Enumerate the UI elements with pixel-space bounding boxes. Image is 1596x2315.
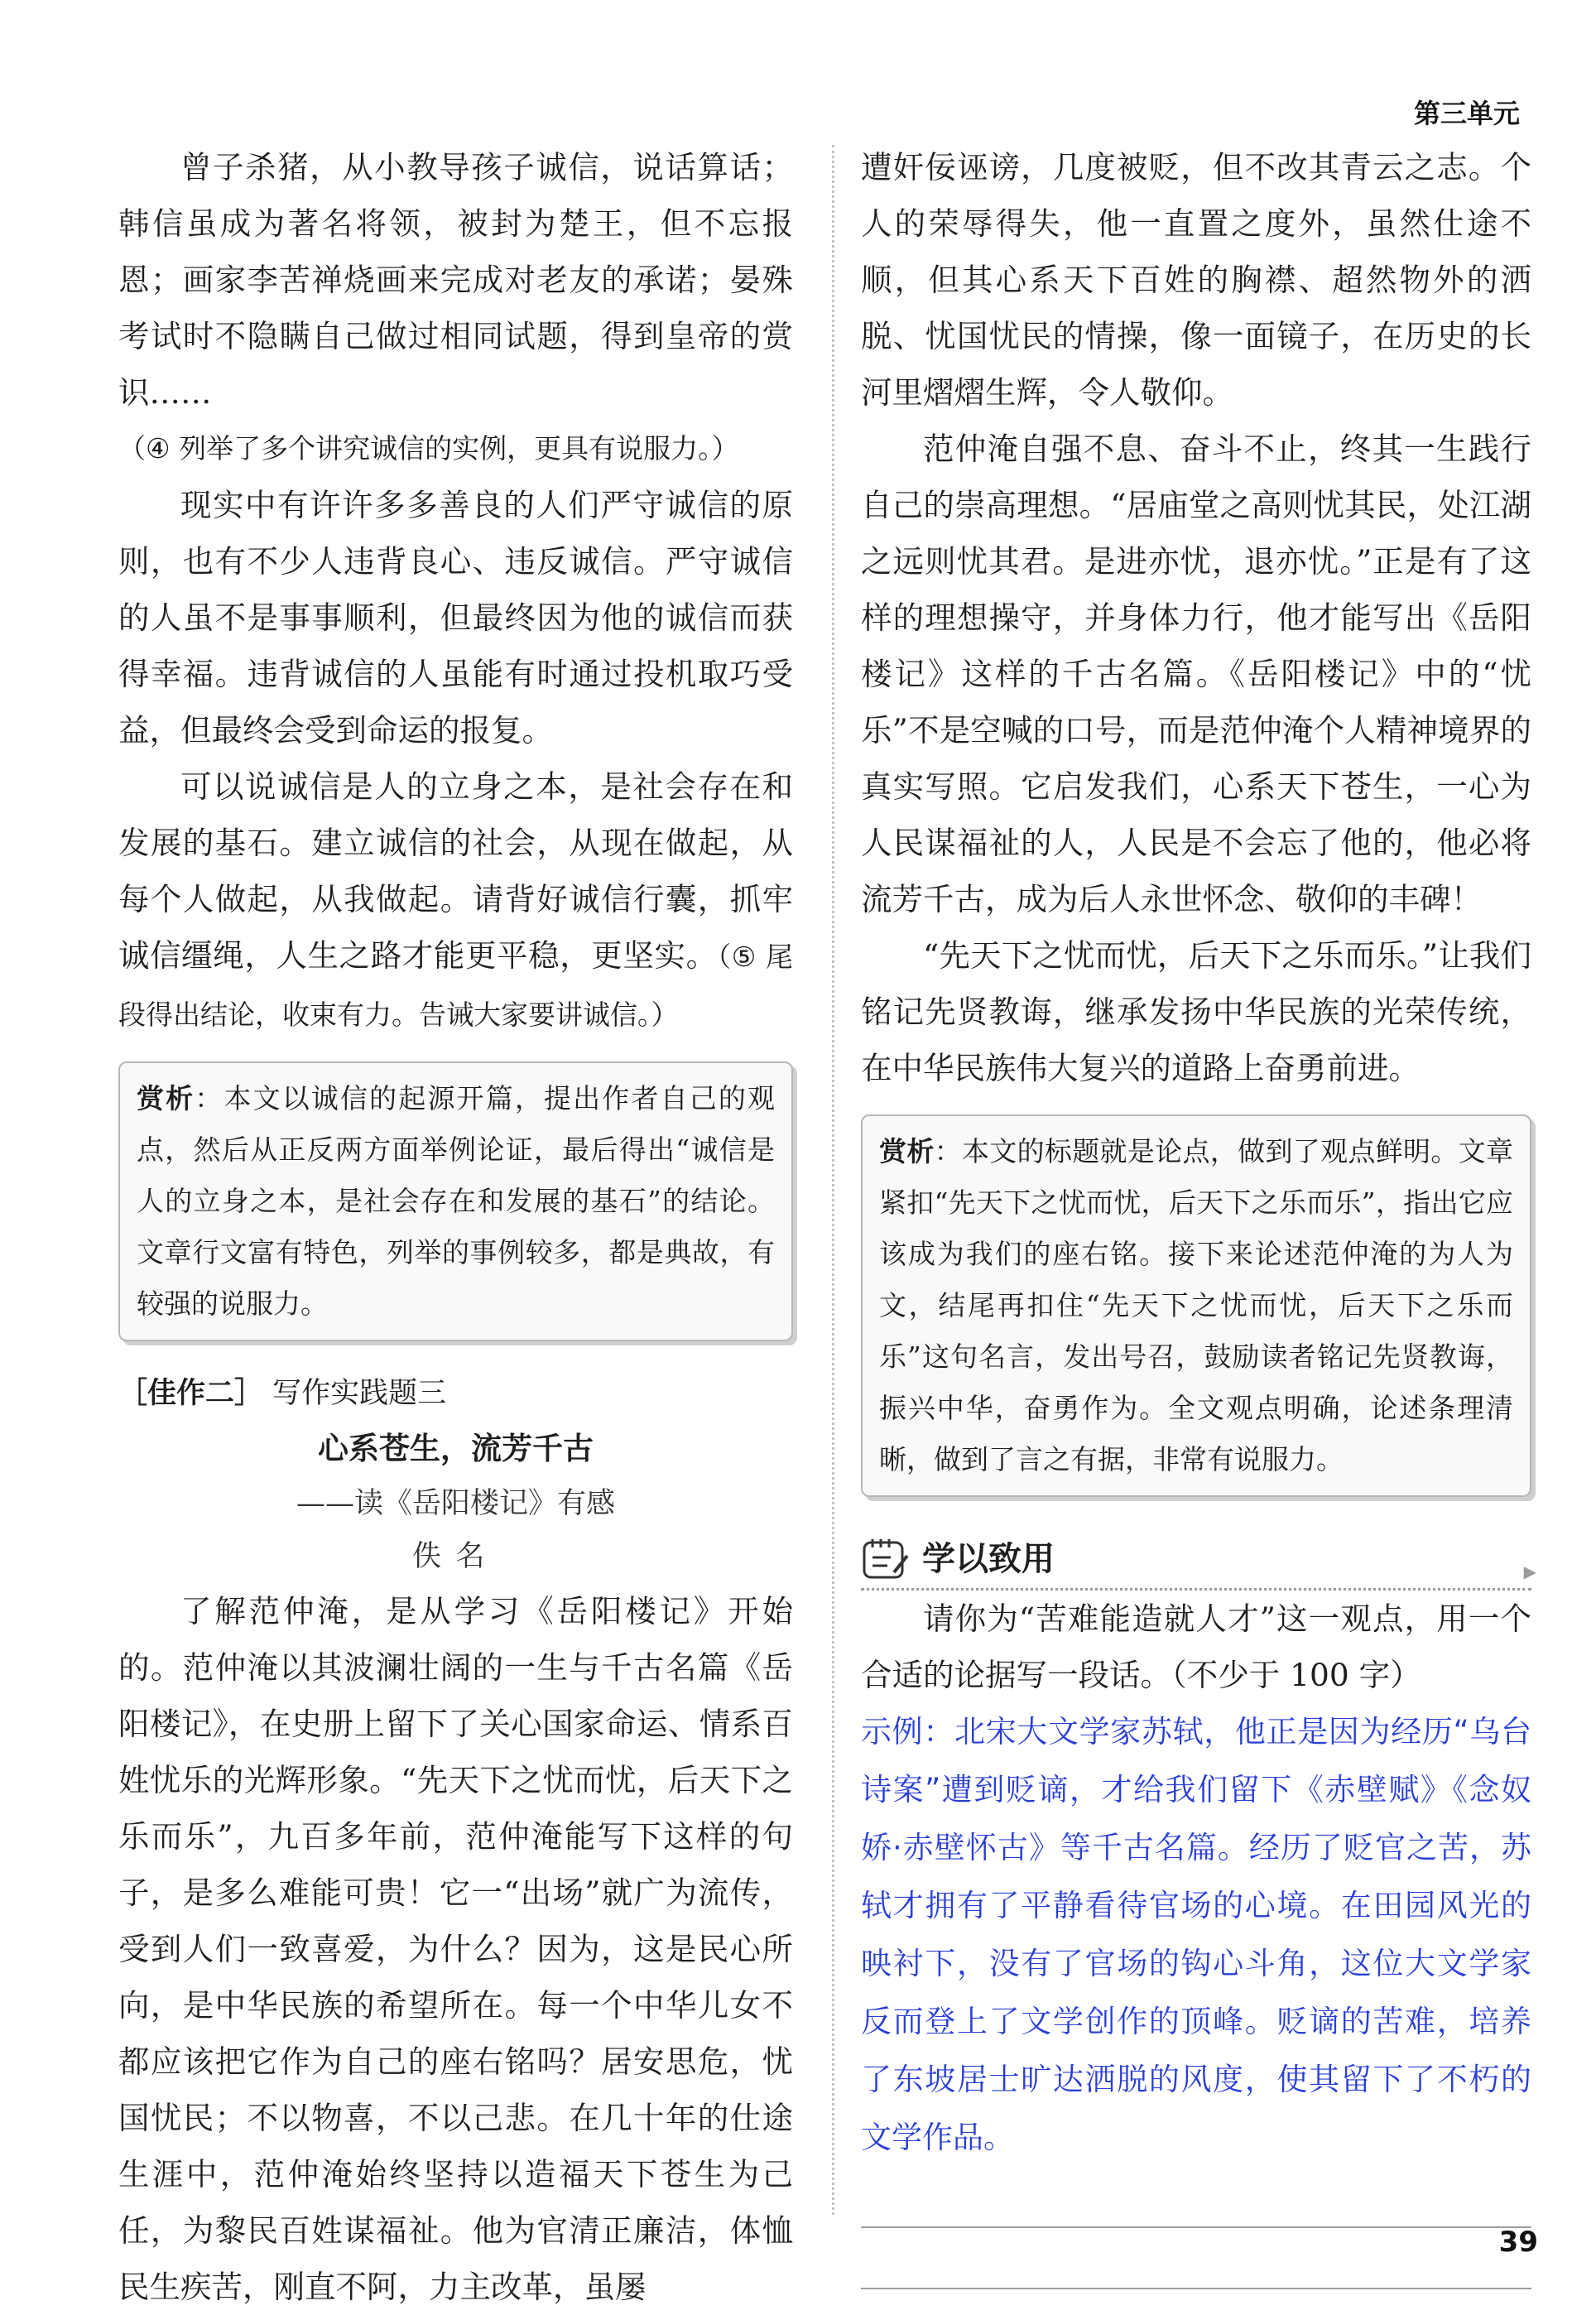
essay2-paragraph: 了解范仲淹，是从学习《岳阳楼记》开始的。范仲淹以其波澜壮阔的一生与千古名篇《岳阳楼记》，在史册上留下了关心国家命运、情系百姓忧乐的光辉形象。“先天下之忧而忧，后天下之乐而乐”，九百多年前，范仲淹能写下这样的句子，是多么难能可贵！它一“出场”就广为流传，受到人们一致喜爱，为什么？因为，这是民心所向，是中华民族的希望所在。每一个中华儿女不都应该把它作为自己的座右铭吗？居安思危，忧国忧民；不以物喜，不以己悲。在几十年的仕途生涯中，范仲淹始终坚持以造福天下苍生为己任，为黎民百姓谋福祉。他为官清正廉洁，体恤民生疾苦，刚直不阿，力主改革，虽屡: [118, 1593, 793, 2305]
right-column: [861, 139, 1536, 2289]
essay2-paragraph: “先天下之忧而忧，后天下之乐而乐。”让我们铭记先贤教诲，继承发扬中华民族的光荣传统，在中华民族伟大复兴的道路上奋勇前进。: [861, 937, 1531, 1086]
essay2-paragraph: 范仲淹自强不息、奋斗不止，终其一生践行自己的崇高理想。“居庙堂之高则忧其民，处江湖之远则忧其君。是进亦忧，退亦忧。”正是有了这样的理想操守，并身体力行，他才能写出《岳阳楼记》这样的千古名篇。《岳阳楼记》中的“忧乐”不是空喊的口号，而是范仲淹个人精神境界的真实写照。它启发我们，心系天下苍生，一心为人民谋福祉的人，人民是不会忘了他的，他必将流芳千古，成为后人永世怀念、敬仰的丰碑！: [861, 431, 1531, 917]
practice-heading: [861, 1530, 1536, 1591]
section-heading: [118, 1366, 793, 1421]
appreciation-tag: 赏析: [137, 1082, 195, 1114]
section-title: 写作实践题三: [272, 1377, 447, 1410]
essay-subtitle: ——读《岳阳楼记》有感: [296, 1487, 615, 1520]
answer-area: [861, 1703, 1531, 2289]
section-label: ［佳作二］: [118, 1377, 264, 1410]
unit-label: 第三单元: [1413, 98, 1520, 129]
margin-note: （④ 列举了多个讲究诚信的实例，更具有说服力。）: [118, 432, 739, 464]
margin-note: （⑤ 尾段得出结论，收束有力。告诫大家要讲诚信。）: [118, 941, 794, 1031]
notebook-icon: [861, 1536, 912, 1582]
appreciation-tag: 赏析: [879, 1135, 935, 1167]
essay-author: 佚名: [411, 1540, 499, 1573]
answer-line: [861, 2228, 1531, 2289]
appreciation-text: ：本文的标题就是论点，做到了观点鲜明。文章紧扣“先天下之忧而忧，后天下之乐而乐”，指出它应该成为我们的座右铭。接下来论述范仲淹的为人为文，结尾再扣住“先天下之忧而忧，后天下之乐而乐”这句名言，发出号召，鼓励读者铭记先贤教诲，振兴中华，奋勇作为。全文观点明确，论述条理清晰，做到了言之有据，非常有说服力。: [879, 1135, 1514, 1475]
column-divider: [832, 145, 834, 2215]
essay1-paragraph: 现实中有许许多多善良的人们严守诚信的原则，也有不少人违背良心、违反诚信。严守诚信的人虽不是事事顺利，但最终因为他的诚信而获得幸福。违背诚信的人虽能有时通过投机取巧受益，但最终会受到命运的报复。: [118, 487, 793, 748]
practice-prompt: 请你为“苦难能造就人才”这一观点，用一个合适的论据写一段话。（不少于 100 字）: [861, 1600, 1531, 1693]
practice-title: 学以致用: [922, 1540, 1055, 1578]
appreciation-box: [118, 1061, 793, 1341]
handwritten-answer: 示例：北宋大文学家苏轼，他正是因为经历“乌台诗案”遭到贬谪，才给我们留下《赤壁赋》《念奴娇·赤壁怀古》等千古名篇。经历了贬官之苦，苏轼才拥有了平静看待官场的心境。在田园风光的映衬下，没有了官场的钩心斗角，这位大文学家反而登上了文学创作的顶峰。贬谪的苦难，培养了东坡居士旷达洒脱的风度，使其留下了不朽的文学作品。: [861, 1714, 1531, 2155]
chevron-right-icon: ▶: [1523, 1562, 1536, 1581]
essay-title: 心系苍生，流芳千古: [318, 1431, 594, 1466]
appreciation-box: [861, 1114, 1531, 1497]
left-column: [118, 139, 793, 2315]
essay1-paragraph: 曾子杀猪，从小教导孩子诚信，说话算话；韩信虽成为著名将领，被封为楚王，但不忘报恩；画家李苦禅烧画来完成对老友的承诺；晏殊考试时不隐瞒自己做过相同试题，得到皇帝的赏识……: [118, 149, 793, 411]
appreciation-text: ：本文以诚信的起源开篇，提出作者自己的观点，然后从正反两方面举例论证，最后得出“诚信是人的立身之本，是社会存在和发展的基石”的结论。文章行文富有特色，列举的事例较多，都是典故，有较强的说服力。: [137, 1082, 776, 1320]
answer-line: [861, 2167, 1531, 2228]
essay1-paragraph: [118, 758, 793, 1043]
essay2-paragraph: 遭奸佞诬谤，几度被贬，但不改其青云之志。个人的荣辱得失，他一直置之度外，虽然仕途不顺，但其心系天下百姓的胸襟、超然物外的洒脱、忧国忧民的情操，像一面镜子，在历史的长河里熠熠生辉，令人敬仰。: [861, 149, 1531, 411]
paragraph-text: 可以说诚信是人的立身之本，是社会存在和发展的基石。建立诚信的社会，从现在做起，从每个人做起，从我做起。请背好诚信行囊，抓牢诚信缰绳，人生之路才能更平稳，更坚实。: [118, 768, 793, 974]
page-number: 39: [1498, 2226, 1538, 2259]
